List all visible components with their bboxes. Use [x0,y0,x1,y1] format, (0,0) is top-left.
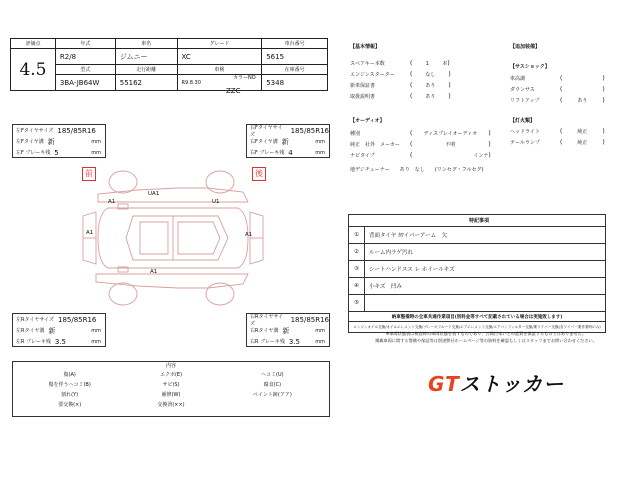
year-value: R2/8 [55,49,115,65]
rear-marker: 後 [252,167,266,181]
feature-text [365,295,606,312]
basic-label: 新車保証書 [350,83,376,89]
label-colorno: カラーNO [233,75,256,81]
label-model: 型式 [55,65,115,75]
unit-mm: mm [315,327,325,334]
legend-item: 要交換(×) [58,402,82,408]
audio-type-value: ディスプレイオーディオ [423,131,478,137]
brake-value: 3.5 [288,337,301,346]
car-diagram [78,168,266,308]
damage-mark: A1 [108,199,116,205]
unit-mm: mm [91,149,101,156]
tire-size-label: 右Fタイヤサイズ [250,124,283,138]
label-inspection: 車検 [177,65,262,75]
features-table [348,214,606,333]
tire-size-value: 185/85R16 [57,315,97,324]
basic-label: スペアキー本数 [350,61,385,67]
audio-brand-value: 不明 [445,142,456,148]
light-label: ヘッドライト [510,129,540,135]
tire-size-label: 左Rタイヤサイズ [16,317,54,323]
feature-num: ⑤ [349,295,365,312]
legend-item: ヘコミ(U) [261,372,284,378]
features-title: 特記事項 [349,215,606,227]
feature-text: ルーム内ラゲ汚れ [365,244,606,261]
brake-value: 4 [288,148,293,157]
legend-item: 傷(A) [63,372,76,378]
tire-depth-label: 右Rタイヤ溝 [250,328,279,334]
audio-tuner: 地デジチューナー あり なし (ワンセグ・フルセグ) [350,167,484,173]
tire-depth-value: 新 [281,137,289,146]
legend-item: ペイント跡(アア) [252,392,292,398]
tire-size-label: 左Fタイヤサイズ [16,128,54,134]
tire-box-rl [12,313,106,347]
tire-size-value: 185/85R16 [290,315,329,324]
notes [346,330,626,344]
light-value: 純正 [577,140,588,146]
inspection-value: R9.8.30 [177,75,262,91]
audio-navi-label: ナビタイプ [350,153,375,159]
light-value: 純正 [577,129,588,135]
unit-mm: mm [91,138,101,145]
unit-mm: mm [315,338,325,345]
carname-value: ジムニー [115,49,177,65]
tire-depth-value: 新 [282,326,290,335]
label-score: 評価点 [11,39,56,49]
basic-unit: 本 [442,61,448,67]
feature-text: シートハンドスス レ ホイールキズ [365,261,606,278]
label-year: 年式 [55,39,115,49]
label-grade: グレード [177,39,262,49]
audio-title: 【オーディオ】 [350,118,385,124]
tire-size-label: 右Rタイヤサイズ [250,313,284,327]
damage-mark: A1 [245,232,253,238]
basic-title: 【基本情報】 [350,44,381,50]
feature-num: ① [349,227,365,244]
sus-label: リフトアップ [510,98,540,104]
legend-item: 腐食(C) [263,382,282,388]
feature-num: ③ [349,261,365,278]
label-stock: 在庫番号 [262,65,328,75]
basic-list: スペアキー本数 ( 1 本 ) エンジンスターター ( なし ) 新車保証書 ( あり ) 取扱説明書 ( あり ) [350,60,451,100]
legend-item: 割れ(Y) [61,392,79,398]
header-table [10,38,328,91]
sus-label: ダウンサス [510,87,535,93]
legend-item: エクボ(E) [159,372,183,378]
tire-depth-label: 右Fタイヤ溝 [250,139,278,145]
logo-part-gt: GT [428,372,460,396]
audio-type-label: 種別 [350,131,361,137]
legend-title: 内容 [165,363,176,369]
tire-depth-label: 左Rタイヤ溝 [16,328,45,334]
grade-value: XC [177,49,262,65]
unit-mm: mm [91,338,101,345]
gt-stocker-logo [428,368,564,397]
stock-value: 5348 [262,75,328,91]
unit-mm: mm [315,138,325,145]
sus-value: あり [577,98,588,104]
damage-mark: U1 [212,199,220,205]
legend-item: 交換済(××) [157,402,185,408]
chassis-value: 5615 [262,49,328,65]
brake-label: 右F ブレーキ残 [250,150,285,156]
basic-value: あり [425,94,436,100]
basic-label: エンジンスターター [350,72,395,78]
note-line: 掲載車両に関する警備や保証等は別途弊社ホームページ等の資料を確認もしくはスタッフまでお問い合わせください。 [375,338,597,343]
feature-text: 背面タイヤ ｶﾜイパーアーム 欠 [365,227,606,244]
mileage-value: 55162 [115,75,177,91]
audio-navi-value: インナ [473,153,489,159]
brake-value: 5 [54,148,59,157]
extra-title: 【追加装備】 [510,44,541,50]
basic-label: 取扱説明書 [350,94,376,100]
basic-value: 1 [425,60,429,67]
feature-text: 小キズ 凹み [365,278,606,295]
label-carname: 車名 [115,39,177,49]
unit-mm: mm [315,149,325,156]
sus-label: 車高調 [510,76,526,82]
maintenance-title: 納車整備時の全車共通作業項目(別料金等すべて記載されている場合は実施致します) [349,312,606,322]
front-marker: 前 [82,167,96,181]
tire-box-fr [246,124,330,158]
brake-value: 3.5 [54,337,67,346]
tire-box-rr [246,313,330,347]
tire-depth-label: 左Fタイヤ溝 [16,139,44,145]
legend-item: サビ(S) [162,382,180,388]
legend-item [222,400,323,410]
model-value: 3BA-JB64W [55,75,115,91]
feature-num: ④ [349,278,365,295]
light-list: ヘッドライト ( 純正 ) テールランプ ( 純正 ) [510,128,605,146]
basic-value: なし [425,72,436,78]
brake-label: 右R ブレーキ残 [250,339,285,345]
legend-grid [13,370,329,410]
light-label: テールランプ [510,140,540,146]
sus-list: 車高調 ( ) ダウンサス ( ) リフトアップ ( あり ) [510,75,605,104]
tire-depth-value: 新 [48,326,56,335]
tire-size-value: 185/85R16 [57,126,96,135]
note-line: ※車両状態表は検査時の車両状態を表すものであり、公開日未いとの品質を保証するものではありません。 [385,331,587,336]
logo-part-text: ストッカー [459,372,565,396]
legend-box [12,361,330,417]
tire-size-value: 185/85R16 [290,126,329,135]
legend-item: 傷を伴うヘコミ(B) [48,382,91,388]
audio-brand-label: 純正 社外 メーカー [350,142,400,148]
score-value: 4.5 [11,49,56,91]
label-chassis: 車台番号 [262,39,328,49]
maintenance-detail: エンジンオイル交換/オイルエレメント交換/ブレーキフルード交換/エアエレメント交換/エアコンフィルター交換/要ワイパー交換(各ワイパー要作業時のみ) [349,322,606,333]
label-mileage: 走行距離 [115,65,177,75]
brake-label: 左F ブレーキ残 [16,150,51,156]
light-title: 【灯火類】 [510,118,536,124]
colorno-value: ZZC [226,87,241,95]
unit-mm: mm [91,327,101,334]
damage-mark: UA1 [148,191,160,197]
brake-label: 左R ブレーキ残 [16,339,51,345]
basic-value: あり [425,83,436,89]
feature-num: ② [349,244,365,261]
tire-box-fl [12,124,106,158]
legend-item: 補修(W) [161,392,181,398]
tire-depth-value: 新 [47,137,55,146]
damage-mark: A1 [150,269,158,275]
sus-title: 【サスショック】 [510,64,550,70]
damage-mark: A1 [86,230,94,236]
